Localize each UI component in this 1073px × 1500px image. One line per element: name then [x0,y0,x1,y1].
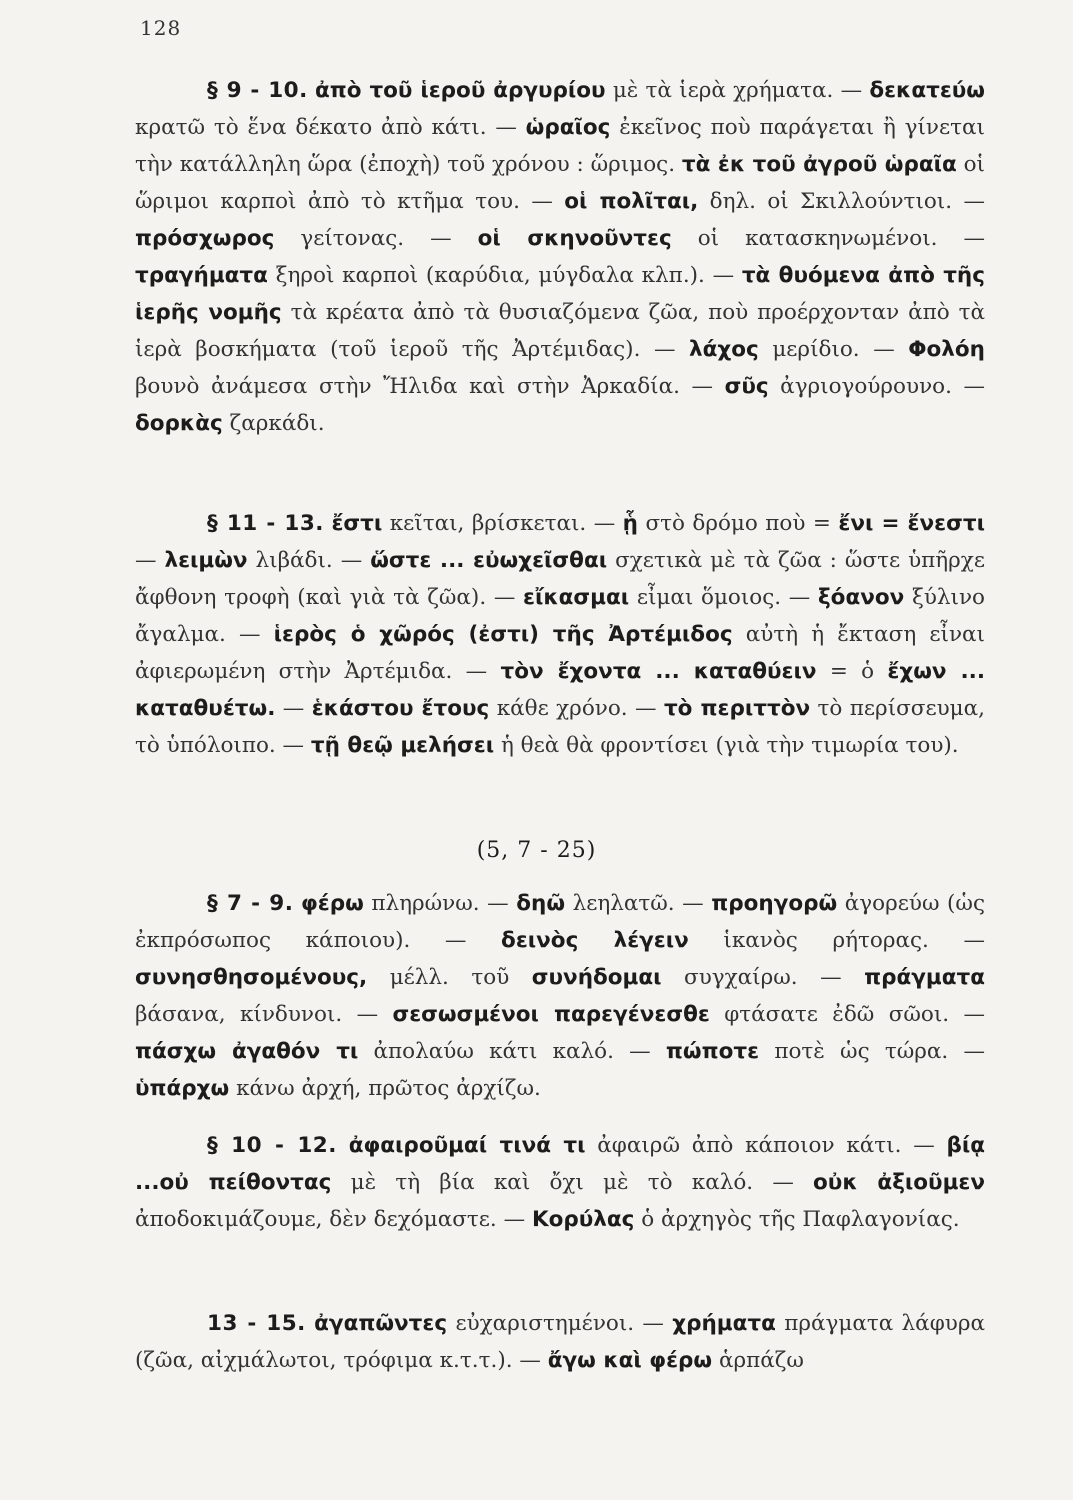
gloss-definition: τὰ κρέατα ἀπὸ τὰ θυσιαζόμενα ζῶα, ποὺ προέρχονταν ἀπὸ τὰ ἱερὰ βοσκήματα (τοῦ ἱεροῦ τῆς Ἀρτέμιδας). — [135,300,985,362]
gloss-term: οἱ πολῖται, [564,189,699,214]
gloss-term: Φολόη [908,337,985,362]
gloss-definition: τὸ περίσσευμα, τὸ ὑπόλοιπο. — [135,696,986,758]
section-reference: § 10 - 12. [207,1133,337,1158]
gloss-term: ἔχων ... καταθυέτω. [135,659,985,721]
gloss-entry [666,1039,985,1064]
gloss-term: δεινὸς λέγειν [501,928,689,953]
gloss-definition: — [135,548,157,573]
passage-heading: (5, 7 - 25) [476,838,597,863]
gloss-entry [689,337,895,362]
gloss-term: εἴκασμαι [523,585,630,610]
gloss-term: ἀφαιροῦμαί τινά τι [348,1133,586,1158]
gloss-definition: ἐκεῖνος ποὺ παράγεται ἢ γίνεται τὴν κατάλληλη ὥρα (ἐποχὴ) τοῦ χρόνου : ὥριμος. [135,115,985,177]
gloss-entry [135,411,325,436]
gloss-entry [311,733,959,758]
gloss-definition: σχετικὰ μὲ τὰ ζῶα : ὥστε ὑπῆρχε ἄφθονη τροφὴ (καὶ γιὰ τὰ ζῶα). — [135,548,985,610]
page-number: 128 [140,16,182,40]
gloss-list [135,78,985,436]
gloss-entry [392,1002,985,1027]
gloss-section [135,885,985,1107]
gloss-entry [312,696,657,721]
gloss-definition: ἀγριογούρουνο. — [780,374,985,399]
gloss-definition: ζαρκάδι. [229,411,325,436]
gloss-term: δηῶ [516,891,566,916]
gloss-definition: στὸ δρόμο ποὺ = [645,511,839,536]
gloss-entry [623,511,839,536]
gloss-entry [135,226,452,251]
gloss-term: πώποτε [665,1039,760,1064]
gloss-term: τὰ θυόμενα ἀπὸ τῆς ἱερῆς νομῆς [135,263,985,325]
gloss-term: ἀγαπῶντες [314,1311,448,1336]
gloss-term: πάσχω ἀγαθόν τι [135,1039,359,1064]
gloss-definition: ἀπολαύω κάτι καλό. — [373,1039,651,1064]
section-reference: 13 - 15. [207,1311,306,1336]
gloss-term: πράγματα [864,965,986,990]
gloss-list [135,511,985,758]
gloss-entry [135,965,509,990]
gloss-term: βίᾳ ...οὐ πείθοντας [135,1133,986,1195]
gloss-entry [164,548,362,573]
gloss-definition: δηλ. οἱ Σκιλλούντιοι. — [709,189,985,214]
gloss-definition: ἀφαιρῶ ἀπὸ κάποιον κάτι. — [597,1133,935,1158]
gloss-definition: κάνω ἀρχή, πρῶτος ἀρχίζω. [236,1076,541,1101]
gloss-term: τὰ ἐκ τοῦ ἀγροῦ ὡραῖα [681,152,957,177]
gloss-term: ἱερὸς ὁ χῶρός (ἐστι) τῆς Ἀρτέμιδος [273,622,733,647]
gloss-entry [315,78,862,103]
gloss-entry [314,1311,664,1336]
gloss-entry [548,1348,804,1373]
gloss-term: λειμὼν [164,548,248,573]
gloss-definition: ξηροὶ καρποὶ (καρύδια, μύγδαλα κλπ.). — [275,263,735,288]
gloss-term: πρόσχωρος [135,226,275,251]
gloss-definition: εὐχαριστημένοι. — [455,1311,664,1336]
gloss-term: τῇ θεῷ μελήσει [310,733,495,758]
gloss-list [135,891,985,1101]
gloss-term: ἄγω καὶ φέρω [547,1348,713,1373]
gloss-definition: μὲ τὴ βία καὶ ὄχι μὲ τὸ καλό. — [350,1170,794,1195]
gloss-entry [532,1207,960,1232]
gloss-section [135,1305,985,1379]
gloss-entry [501,928,985,953]
gloss-term: οἱ σκηνοῦντες [477,226,672,251]
gloss-term: συνησθησομένους, [135,965,368,990]
gloss-definition: λεηλατῶ. — [572,891,704,916]
gloss-definition: ξύλινο ἄγαλμα. — [135,585,985,647]
gloss-term: φέρω [300,891,364,916]
gloss-section [135,505,985,764]
gloss-term: ὡραῖος [525,115,611,140]
gloss-definition: οἱ κατασκηνωμένοι. — [697,226,985,251]
gloss-term: χρήματα [672,1311,776,1336]
gloss-definition: ὁ ἀρχηγὸς τῆς Παφλαγονίας. [641,1207,960,1232]
gloss-definition: ἱκανὸς ρήτορας. — [723,928,985,953]
gloss-entry [349,1133,935,1158]
gloss-definition: αὐτὴ ἡ ἔκταση εἶναι ἀφιερωμένη στὴν Ἀρτέμιδα. — [135,622,985,684]
gloss-term: συνήδομαι [531,965,662,990]
gloss-definition: ἡ θεὰ θὰ φροντίσει (γιὰ τὴν τιμωρία του). [500,733,959,758]
gloss-section [135,1127,985,1238]
gloss-entry [331,511,615,536]
gloss-term: ξόανον [817,585,905,610]
gloss-entry [516,891,703,916]
gloss-entry [301,891,509,916]
section-reference: § 9 - 10. [207,78,308,103]
gloss-definition: ποτὲ ὡς τώρα. — [774,1039,985,1064]
gloss-term: ἔστι [331,511,383,536]
gloss-definition: — [282,696,305,721]
gloss-definition: οἱ ὥριμοι καρποὶ ἀπὸ τὸ κτῆμα του. — [135,152,985,214]
gloss-entry [135,263,734,288]
gloss-term: τὸν ἔχοντα ... καταθύειν [500,659,817,684]
gloss-definition: κεῖται, βρίσκεται. — [389,511,616,536]
gloss-term: τὸ περιττὸν [663,696,811,721]
gloss-entry [135,1039,651,1064]
gloss-term: ἔνι = ἔνεστι [838,511,985,536]
gloss-definition: μὲ τὰ ἱερὰ χρήματα. — [612,78,863,103]
gloss-definition: πληρώνω. — [371,891,509,916]
gloss-definition: κρατῶ τὸ ἕνα δέκατο ἀπὸ κάτι. — [135,115,517,140]
gloss-term: τραγήματα [135,263,268,288]
gloss-entry [478,226,985,251]
gloss-term: ἑκάστου ἔτους [311,696,490,721]
gloss-term: ᾗ [622,511,638,536]
gloss-term: οὐκ ἀξιοῦμεν [813,1170,986,1195]
gloss-definition: ἁρπάζω [718,1348,804,1373]
gloss-definition: βουνὸ ἀνάμεσα στὴν Ἤλιδα καὶ στὴν Ἀρκαδία. — [135,374,714,399]
gloss-section [135,72,985,442]
gloss-term: προηγορῶ [711,891,838,916]
gloss-term: σεσωσμένοι παρεγένεσθε [392,1002,710,1027]
gloss-definition: ἀγορεύω (ὡς ἐκπρόσωπος κάποιου). — [135,891,985,953]
gloss-definition: γείτονας. — [300,226,452,251]
gloss-definition: κάθε χρόνο. — [496,696,657,721]
gloss-definition: βάσανα, κίνδυνοι. — [135,1002,379,1027]
gloss-definition: λιβάδι. — [255,548,363,573]
gloss-definition: φτάσατε ἐδῶ σῶοι. — [724,1002,985,1027]
gloss-entry [523,585,810,610]
gloss-term: ὥστε ... εὐωχεῖσθαι [370,548,608,573]
gloss-entry [500,659,874,684]
gloss-term: λάχος [689,337,759,362]
section-reference: § 11 - 13. [207,511,324,536]
gloss-entry [725,374,985,399]
gloss-term: Κορύλας [531,1207,635,1232]
gloss-definition: ἀποδοκιμάζουμε, δὲν δεχόμαστε. — [135,1207,526,1232]
gloss-term: ἀπὸ τοῦ ἱεροῦ ἀργυρίου [315,78,606,103]
gloss-term: σῦς [724,374,769,399]
gloss-term: δορκὰς [135,411,223,436]
gloss-definition: πράγματα λάφυρα (ζῶα, αἰχμάλωτοι, τρόφιμα κ.τ.τ.). — [135,1311,985,1373]
gloss-definition: εἶμαι ὅμοιος. — [636,585,811,610]
gloss-entry [564,189,985,214]
gloss-definition: συγχαίρω. — [684,965,842,990]
section-reference: § 7 - 9. [207,891,294,916]
gloss-entry [135,1076,541,1101]
gloss-definition: μερίδιο. — [772,337,895,362]
gloss-definition: = ὁ [829,659,875,684]
gloss-term: δεκατεύω [869,78,985,103]
gloss-entry [532,965,842,990]
gloss-definition: μέλλ. τοῦ [389,965,510,990]
gloss-term: ὑπάρχω [135,1076,230,1101]
